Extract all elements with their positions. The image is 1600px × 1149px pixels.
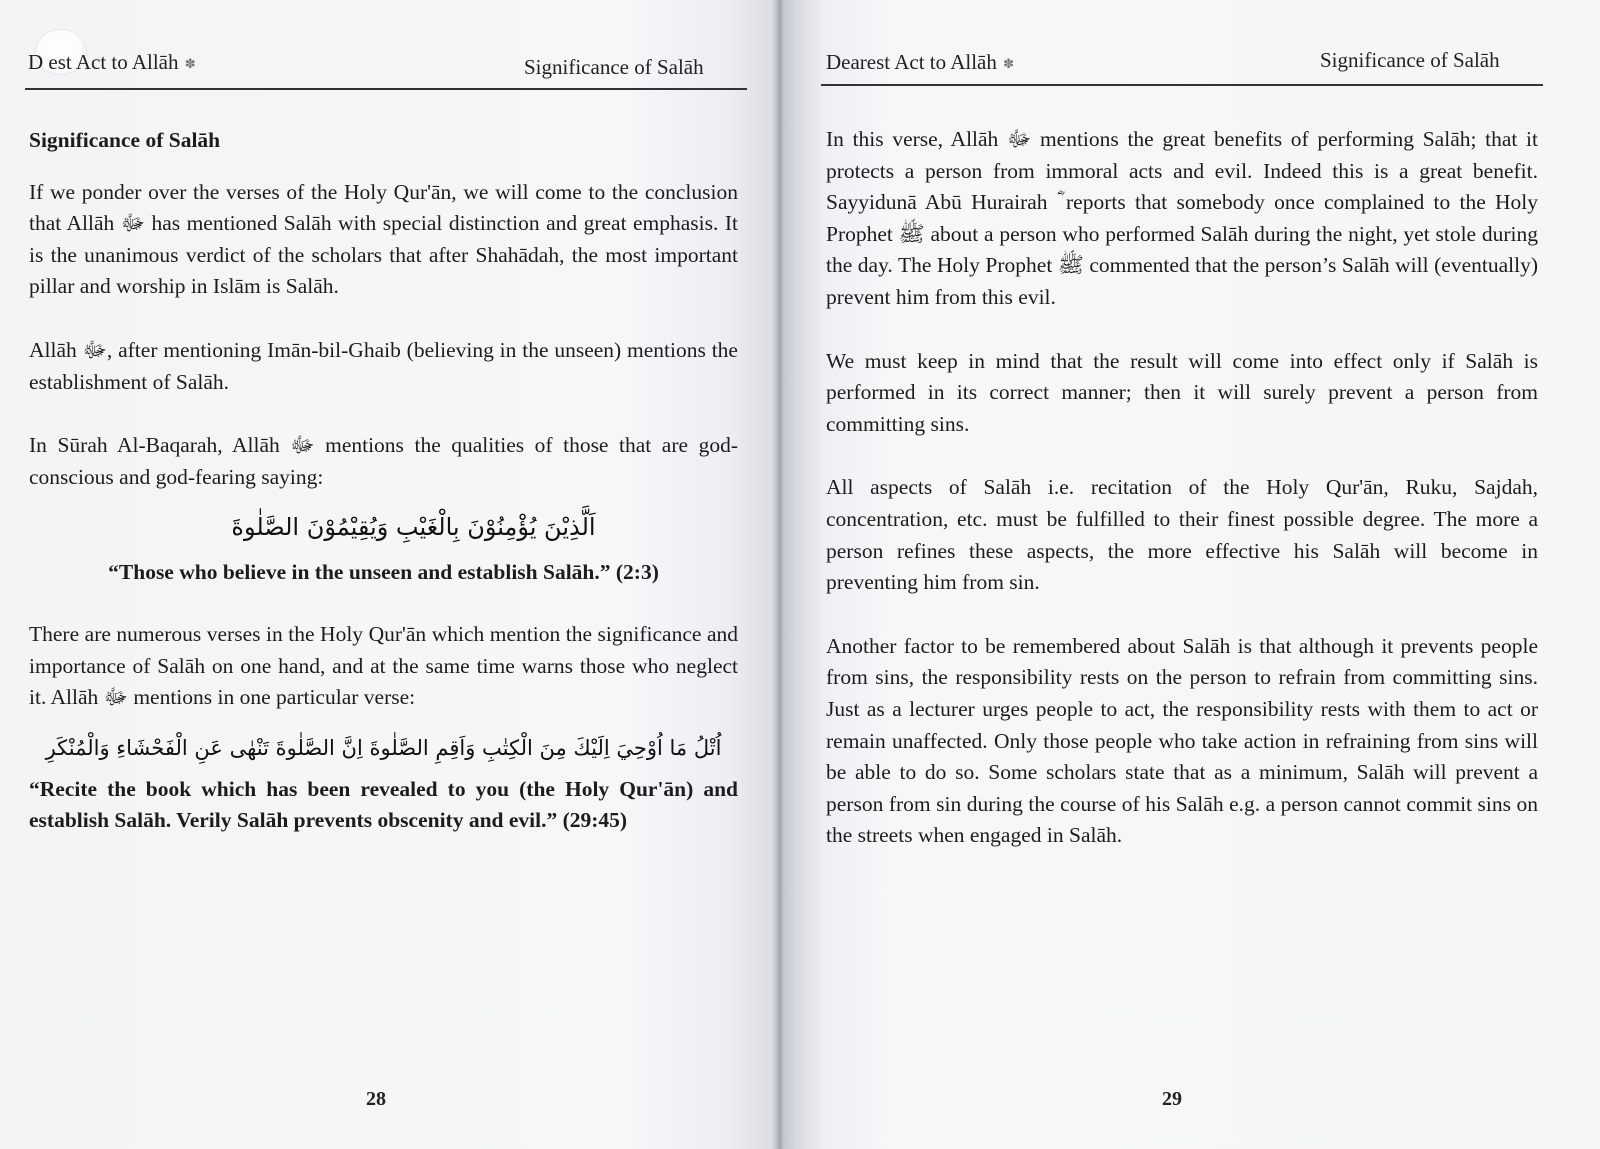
right-page-body bbox=[826, 124, 1538, 884]
right-page bbox=[776, 0, 1600, 1149]
quote-verse-29-45: “Recite the book which has been revealed to you (the Holy Qur'ān) and establish Salāh. Verily Salāh prevents obscenity and evil.” (29:45) bbox=[29, 776, 738, 833]
left-paragraph-4: There are numerous verses in the Holy Qur'ān which mention the significance and importance of Salāh on one hand, and at the same time warns those who neglect it. Allāh ﷻ mentions in one particular verse: bbox=[29, 621, 738, 710]
left-page bbox=[0, 0, 776, 1149]
right-paragraph-4: Another factor to be remembered about Salāh is that although it prevents people from sins, the responsibility rests on the person to refrain from committing sins. Just as a lecturer urges people to act, the responsibility rests with them to act or remain unaffected. Only those people who take action in refraining from sins will be able to do so. Some scholars state that as a minimum, Salāh will prevent a person from sin during the course of his Salāh e.g. a person cannot commit sins on the streets when engaged in Salāh. bbox=[826, 633, 1538, 848]
quote-verse-2-3: “Those who believe in the unseen and establish Salāh.” (2:3) bbox=[108, 560, 659, 585]
left-running-head-book-title bbox=[28, 50, 197, 75]
right-paragraph-3: All aspects of Salāh i.e. recitation of the Holy Qur'ān, Ruku, Sajdah, concentration, etc. must be fulfilled to their finest possible degree. The more a person refines these aspects, the more effective his Salāh will become in preventing him from sin. bbox=[826, 475, 1538, 595]
running-head-text: Dearest Act to Allāh bbox=[826, 50, 997, 74]
honorific-ornament-icon: ✽ bbox=[1003, 56, 1015, 72]
book-gutter-fold bbox=[770, 0, 784, 1149]
arabic-verse-ankabut: اُتْلُ مَا اُوْحِيَ اِلَيْكَ مِنَ الْكِتٰبِ وَاَقِمِ الصَّلٰوةَ اِنَّ الصَّلٰوةَ تَنْهٰى عَنِ الْفَحْشَاءِ وَالْمُنْكَرِ bbox=[45, 735, 722, 760]
left-paragraph-3: In Sūrah Al-Baqarah, Allāh ﷻ mentions the qualities of those that are god-conscious and god-fearing saying: bbox=[29, 433, 738, 489]
running-head-text: D est Act to Allāh bbox=[28, 50, 179, 74]
page-number-left: 28 bbox=[366, 1088, 386, 1110]
right-header-rule bbox=[821, 84, 1543, 86]
right-running-head-book-title bbox=[826, 50, 1015, 75]
arabic-verse-baqarah: اَلَّذِيْنَ يُؤْمِنُوْنَ بِالْغَيْبِ وَيُقِيْمُوْنَ الصَّلٰوةَ bbox=[231, 513, 596, 542]
right-paragraph-2: We must keep in mind that the result will come into effect only if Salāh is performed in its correct manner; then it will surely prevent a person from committing sins. bbox=[826, 348, 1538, 436]
honorific-ornament-icon: ✽ bbox=[184, 56, 196, 72]
section-title: Significance of Salāh bbox=[29, 128, 221, 152]
left-running-head-chapter: Significance of Salāh bbox=[524, 55, 704, 79]
left-header-rule bbox=[25, 88, 747, 90]
page-number-right: 29 bbox=[1162, 1088, 1182, 1110]
right-paragraph-1: In this verse, Allāh ﷻ mentions the great benefits of performing Salāh; that it protects a person from immoral acts and evil. Indeed this is a great benefit. Sayyidunā Abū Hurairah ؓ reports that somebody once complained to the Holy Prophet ﷺ about a person who performed Salāh during the night, yet stole during the day. The Holy Prophet ﷺ commented that the person’s Salāh will (eventually) prevent him from this evil. bbox=[826, 127, 1538, 309]
left-paragraph-1: If we ponder over the verses of the Holy Qur'ān, we will come to the conclusion that Allāh ﷻ has mentioned Salāh with special distinction and great emphasis. It is the unanimous verdict of the scholars that after Shahādah, the most important pillar and worship in Islām is Salāh. bbox=[29, 179, 738, 299]
right-running-head-chapter: Significance of Salāh bbox=[1320, 48, 1500, 72]
left-paragraph-2: Allāh ﷻ, after mentioning Imān-bil-Ghaib (believing in the unseen) mentions the establishment of Salāh. bbox=[29, 337, 738, 394]
left-page-body bbox=[29, 125, 738, 867]
